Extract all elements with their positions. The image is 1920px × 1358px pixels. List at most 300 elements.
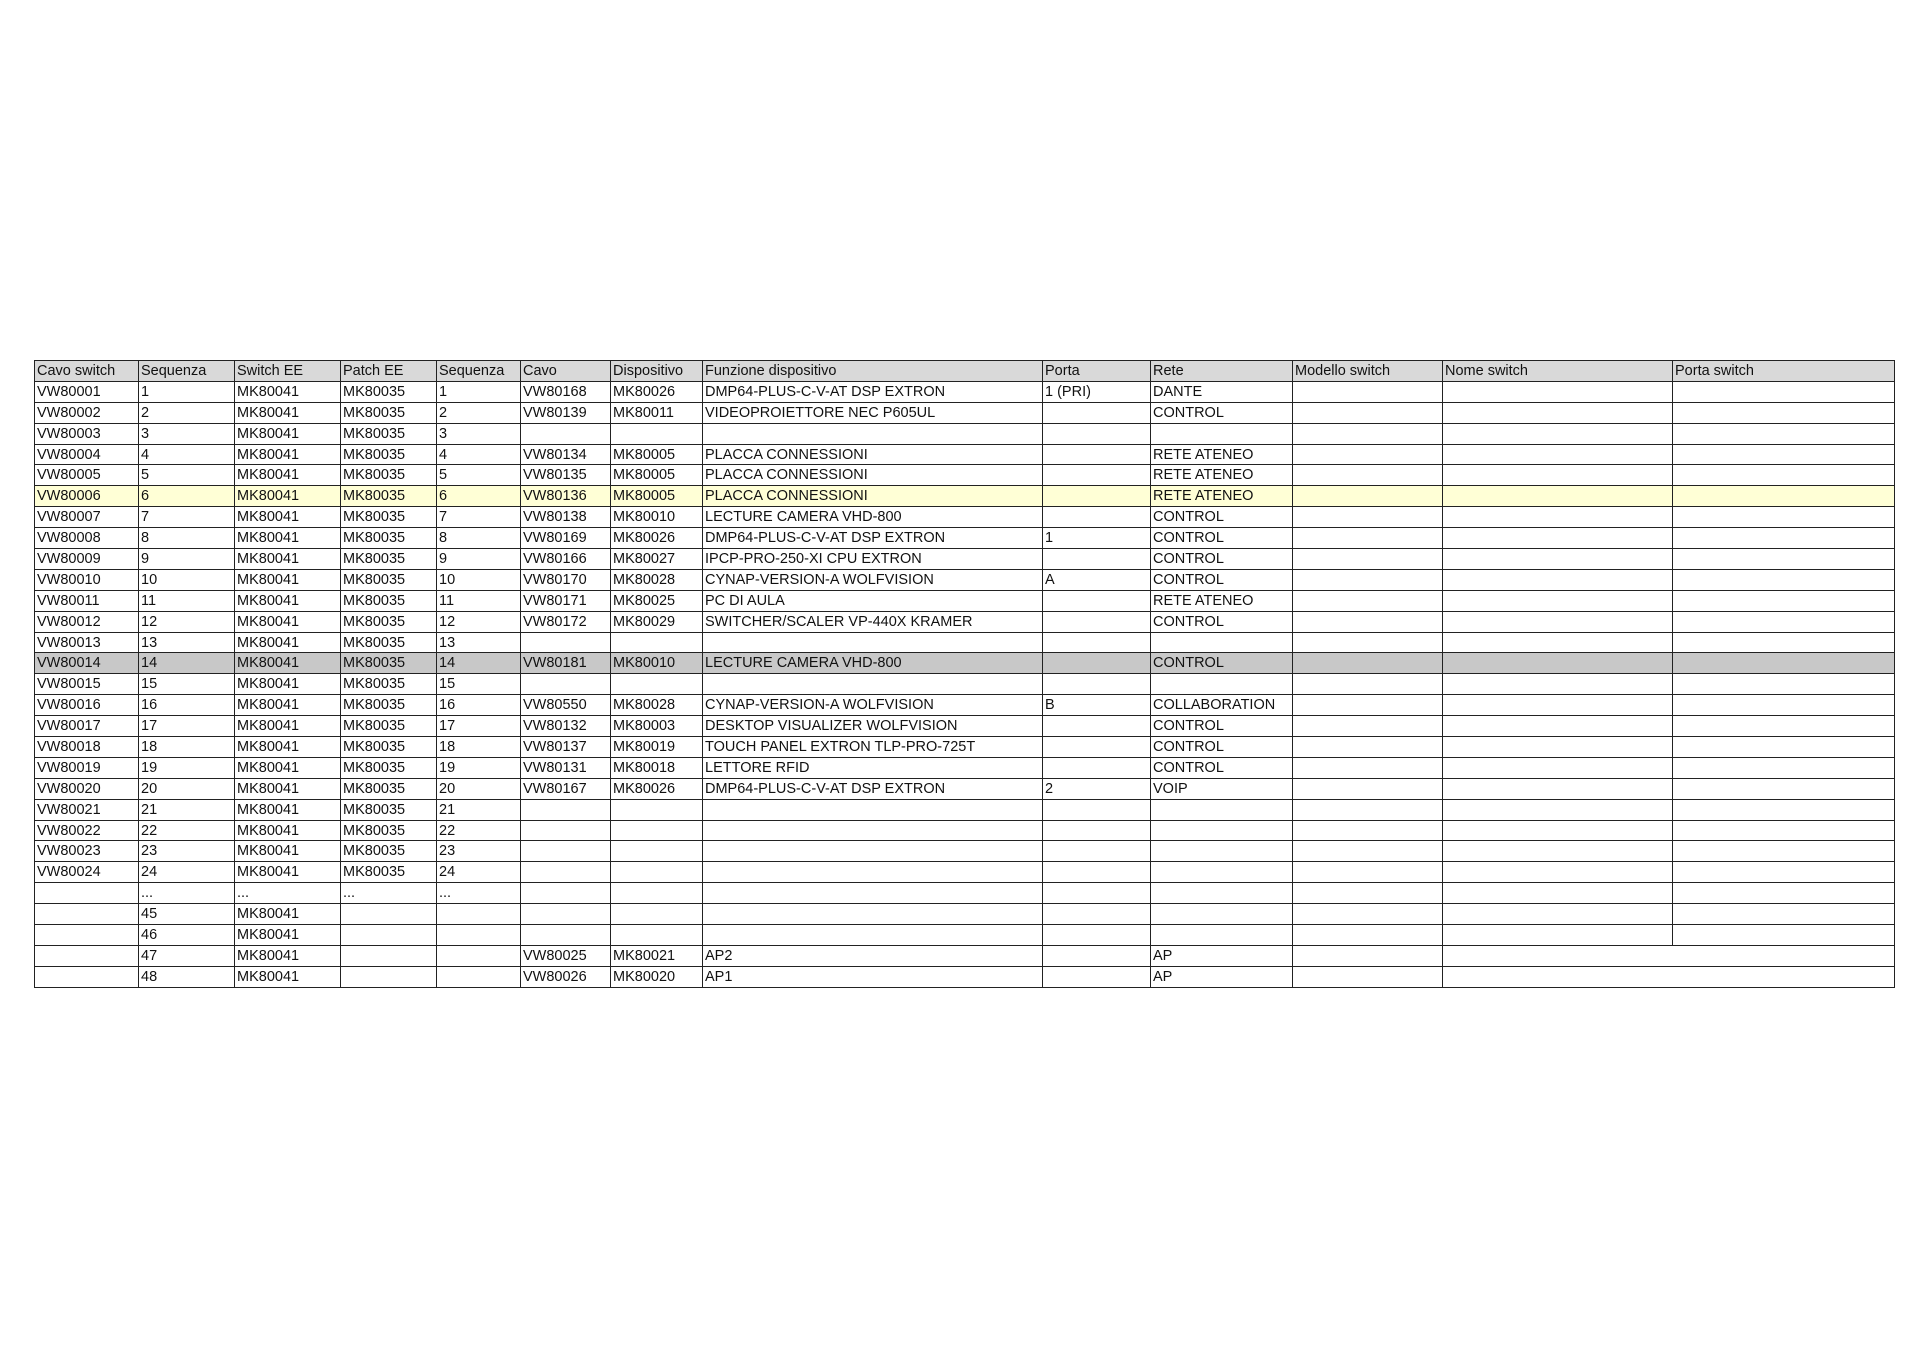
cell-funzione-dispositivo: IPCP-PRO-250-XI CPU EXTRON <box>703 549 1043 570</box>
cell-switch-ee: MK80041 <box>235 674 341 695</box>
cell-patch-ee: MK80035 <box>341 507 437 528</box>
cell-porta-switch <box>1673 925 1895 946</box>
cell-funzione-dispositivo: PLACCA CONNESSIONI <box>703 465 1043 486</box>
cell-dispositivo: MK80028 <box>611 569 703 590</box>
cell-patch-ee <box>341 925 437 946</box>
col-header-nome-switch: Nome switch <box>1443 361 1673 382</box>
cell-nome-switch <box>1443 653 1673 674</box>
cell-sequenza-2: 8 <box>437 528 521 549</box>
cell-patch-ee: MK80035 <box>341 841 437 862</box>
cell-nome-switch <box>1443 549 1673 570</box>
cell-dispositivo: MK80010 <box>611 653 703 674</box>
table-row <box>35 632 1895 653</box>
cell-patch-ee: MK80035 <box>341 590 437 611</box>
cell-cavo-switch: VW80001 <box>35 381 139 402</box>
cell-switch-ee: MK80041 <box>235 757 341 778</box>
cell-nome-switch <box>1443 799 1673 820</box>
cell-porta <box>1043 465 1151 486</box>
cell-cavo-switch: VW80014 <box>35 653 139 674</box>
table-row <box>35 402 1895 423</box>
table-row <box>35 904 1895 925</box>
cell-cavo-switch: VW80024 <box>35 862 139 883</box>
cell-nome-switch <box>1443 862 1673 883</box>
cell-patch-ee: MK80035 <box>341 402 437 423</box>
cell-cavo-switch <box>35 883 139 904</box>
cell-porta: 1 (PRI) <box>1043 381 1151 402</box>
cell-sequenza-2: 5 <box>437 465 521 486</box>
cell-porta <box>1043 549 1151 570</box>
cell-nome-switch <box>1443 883 1673 904</box>
cell-nome-switch <box>1443 757 1673 778</box>
cell-switch-ee: MK80041 <box>235 423 341 444</box>
cell-cavo: VW80134 <box>521 444 611 465</box>
cell-switch-ee: MK80041 <box>235 611 341 632</box>
cell-rete: CONTROL <box>1151 757 1293 778</box>
cell-porta <box>1043 444 1151 465</box>
table-row <box>35 423 1895 444</box>
cell-modello-switch <box>1293 653 1443 674</box>
cell-dispositivo: MK80028 <box>611 695 703 716</box>
cell-porta-switch <box>1673 904 1895 925</box>
cell-patch-ee <box>341 904 437 925</box>
cell-patch-ee: MK80035 <box>341 757 437 778</box>
cell-sequenza-2: 24 <box>437 862 521 883</box>
cell-nome-switch <box>1443 945 1673 966</box>
cell-sequenza-2: 10 <box>437 569 521 590</box>
cell-rete: CONTROL <box>1151 569 1293 590</box>
cell-patch-ee: ... <box>341 883 437 904</box>
cell-cavo-switch <box>35 925 139 946</box>
cell-patch-ee: MK80035 <box>341 674 437 695</box>
cell-sequenza-2: 13 <box>437 632 521 653</box>
cell-nome-switch <box>1443 486 1673 507</box>
cell-porta-switch <box>1673 423 1895 444</box>
cell-porta <box>1043 799 1151 820</box>
cell-porta <box>1043 632 1151 653</box>
cell-sequenza-2: 18 <box>437 737 521 758</box>
cell-porta <box>1043 611 1151 632</box>
cell-modello-switch <box>1293 549 1443 570</box>
cell-cavo: VW80135 <box>521 465 611 486</box>
cell-porta-switch <box>1673 486 1895 507</box>
cell-switch-ee: MK80041 <box>235 465 341 486</box>
cell-switch-ee: MK80041 <box>235 444 341 465</box>
cell-nome-switch <box>1443 507 1673 528</box>
cell-sequenza-2: 11 <box>437 590 521 611</box>
cell-rete: CONTROL <box>1151 737 1293 758</box>
cell-patch-ee: MK80035 <box>341 799 437 820</box>
cell-rete <box>1151 799 1293 820</box>
cell-porta <box>1043 862 1151 883</box>
cell-cavo-switch: VW80002 <box>35 402 139 423</box>
cell-porta-switch <box>1673 549 1895 570</box>
cell-patch-ee: MK80035 <box>341 653 437 674</box>
cell-rete <box>1151 632 1293 653</box>
cell-cavo-switch: VW80023 <box>35 841 139 862</box>
cell-switch-ee: MK80041 <box>235 569 341 590</box>
cell-switch-ee: MK80041 <box>235 778 341 799</box>
cell-funzione-dispositivo <box>703 883 1043 904</box>
table-row <box>35 778 1895 799</box>
cell-rete: RETE ATENEO <box>1151 444 1293 465</box>
cell-cavo-switch: VW80013 <box>35 632 139 653</box>
cell-modello-switch <box>1293 757 1443 778</box>
cell-cavo <box>521 925 611 946</box>
cell-dispositivo <box>611 862 703 883</box>
cell-cavo: VW80167 <box>521 778 611 799</box>
cell-rete <box>1151 925 1293 946</box>
cell-funzione-dispositivo: DMP64-PLUS-C-V-AT DSP EXTRON <box>703 528 1043 549</box>
cell-sequenza: 14 <box>139 653 235 674</box>
cell-porta-switch <box>1673 820 1895 841</box>
cell-switch-ee: MK80041 <box>235 966 341 987</box>
cell-patch-ee: MK80035 <box>341 716 437 737</box>
cell-funzione-dispositivo <box>703 925 1043 946</box>
cell-switch-ee: MK80041 <box>235 716 341 737</box>
cell-cavo <box>521 799 611 820</box>
cell-porta-switch <box>1673 381 1895 402</box>
cell-cavo <box>521 904 611 925</box>
cell-patch-ee: MK80035 <box>341 862 437 883</box>
cell-sequenza-2: 6 <box>437 486 521 507</box>
cell-cavo: VW80170 <box>521 569 611 590</box>
cell-cavo-switch: VW80010 <box>35 569 139 590</box>
cell-dispositivo <box>611 904 703 925</box>
cell-cavo-switch <box>35 966 139 987</box>
cell-sequenza: 46 <box>139 925 235 946</box>
cell-nome-switch <box>1443 444 1673 465</box>
network-cable-table <box>34 360 1895 988</box>
cell-funzione-dispositivo: VIDEOPROIETTORE NEC P605UL <box>703 402 1043 423</box>
cell-funzione-dispositivo: LECTURE CAMERA VHD-800 <box>703 507 1043 528</box>
cell-patch-ee: MK80035 <box>341 632 437 653</box>
cell-porta <box>1043 590 1151 611</box>
cell-modello-switch <box>1293 862 1443 883</box>
table-row <box>35 966 1895 987</box>
cell-porta-switch <box>1673 444 1895 465</box>
table-header <box>35 361 1895 382</box>
cell-rete: CONTROL <box>1151 549 1293 570</box>
cell-nome-switch <box>1443 632 1673 653</box>
table-row <box>35 757 1895 778</box>
cell-sequenza-2: 23 <box>437 841 521 862</box>
cell-switch-ee: MK80041 <box>235 632 341 653</box>
table-row <box>35 444 1895 465</box>
cell-modello-switch <box>1293 945 1443 966</box>
cell-cavo-switch: VW80007 <box>35 507 139 528</box>
cell-funzione-dispositivo: TOUCH PANEL EXTRON TLP-PRO-725T <box>703 737 1043 758</box>
cell-switch-ee: MK80041 <box>235 799 341 820</box>
col-header-sequenza: Sequenza <box>139 361 235 382</box>
cell-cavo: VW80137 <box>521 737 611 758</box>
cell-modello-switch <box>1293 966 1443 987</box>
cell-cavo-switch: VW80021 <box>35 799 139 820</box>
cell-porta-switch <box>1673 841 1895 862</box>
cell-cavo-switch: VW80003 <box>35 423 139 444</box>
cell-switch-ee: MK80041 <box>235 695 341 716</box>
cell-porta <box>1043 757 1151 778</box>
cell-rete <box>1151 674 1293 695</box>
cell-modello-switch <box>1293 632 1443 653</box>
cell-porta <box>1043 737 1151 758</box>
cell-funzione-dispositivo: DMP64-PLUS-C-V-AT DSP EXTRON <box>703 778 1043 799</box>
cell-cavo-switch: VW80019 <box>35 757 139 778</box>
cell-modello-switch <box>1293 465 1443 486</box>
cell-funzione-dispositivo: PC DI AULA <box>703 590 1043 611</box>
cell-nome-switch <box>1443 716 1673 737</box>
cell-dispositivo: MK80005 <box>611 486 703 507</box>
cell-porta <box>1043 486 1151 507</box>
cell-switch-ee: ... <box>235 883 341 904</box>
cell-nome-switch <box>1443 381 1673 402</box>
cell-modello-switch <box>1293 423 1443 444</box>
cell-funzione-dispositivo <box>703 632 1043 653</box>
cell-porta <box>1043 674 1151 695</box>
cell-rete: CONTROL <box>1151 716 1293 737</box>
cell-porta <box>1043 507 1151 528</box>
cell-dispositivo: MK80018 <box>611 757 703 778</box>
cell-sequenza-2: 3 <box>437 423 521 444</box>
cell-rete: RETE ATENEO <box>1151 486 1293 507</box>
table-body <box>35 381 1895 987</box>
cell-cavo <box>521 862 611 883</box>
cell-porta <box>1043 820 1151 841</box>
cell-sequenza: 5 <box>139 465 235 486</box>
col-header-patch-ee: Patch EE <box>341 361 437 382</box>
cell-porta-switch <box>1673 632 1895 653</box>
cell-rete: DANTE <box>1151 381 1293 402</box>
cell-porta-switch <box>1673 757 1895 778</box>
cell-sequenza: 18 <box>139 737 235 758</box>
cell-funzione-dispositivo: CYNAP-VERSION-A WOLFVISION <box>703 695 1043 716</box>
cell-funzione-dispositivo: SWITCHER/SCALER VP-440X KRAMER <box>703 611 1043 632</box>
cell-porta-switch <box>1673 569 1895 590</box>
cell-sequenza: 20 <box>139 778 235 799</box>
cell-cavo <box>521 632 611 653</box>
cell-dispositivo: MK80026 <box>611 778 703 799</box>
cell-funzione-dispositivo: CYNAP-VERSION-A WOLFVISION <box>703 569 1043 590</box>
table-row <box>35 925 1895 946</box>
cell-switch-ee: MK80041 <box>235 945 341 966</box>
cell-porta <box>1043 423 1151 444</box>
cell-sequenza-2: 14 <box>437 653 521 674</box>
cell-funzione-dispositivo: LECTURE CAMERA VHD-800 <box>703 653 1043 674</box>
cell-sequenza: 2 <box>139 402 235 423</box>
cell-dispositivo: MK80019 <box>611 737 703 758</box>
table-row <box>35 549 1895 570</box>
cell-sequenza: 21 <box>139 799 235 820</box>
cell-sequenza: 7 <box>139 507 235 528</box>
cell-cavo: VW80138 <box>521 507 611 528</box>
cell-porta <box>1043 716 1151 737</box>
cell-porta-switch <box>1673 799 1895 820</box>
cell-cavo-switch: VW80009 <box>35 549 139 570</box>
table-row <box>35 507 1895 528</box>
cell-porta-switch <box>1673 611 1895 632</box>
cell-rete: CONTROL <box>1151 402 1293 423</box>
table-row <box>35 590 1895 611</box>
cell-sequenza-2: 17 <box>437 716 521 737</box>
cell-modello-switch <box>1293 674 1443 695</box>
cell-sequenza: 12 <box>139 611 235 632</box>
cell-cavo-switch: VW80011 <box>35 590 139 611</box>
cell-porta: B <box>1043 695 1151 716</box>
cell-patch-ee: MK80035 <box>341 381 437 402</box>
cell-cavo-switch: VW80008 <box>35 528 139 549</box>
cell-porta-switch <box>1673 674 1895 695</box>
cell-switch-ee: MK80041 <box>235 841 341 862</box>
cell-porta-switch <box>1673 528 1895 549</box>
cell-modello-switch <box>1293 569 1443 590</box>
col-header-rete: Rete <box>1151 361 1293 382</box>
cell-switch-ee: MK80041 <box>235 549 341 570</box>
cell-porta-switch <box>1673 883 1895 904</box>
cell-cavo <box>521 674 611 695</box>
cell-porta-switch <box>1673 695 1895 716</box>
cell-rete: CONTROL <box>1151 611 1293 632</box>
cell-nome-switch <box>1443 674 1673 695</box>
cell-cavo-switch: VW80017 <box>35 716 139 737</box>
cell-funzione-dispositivo: AP2 <box>703 945 1043 966</box>
cell-cavo: VW80181 <box>521 653 611 674</box>
cell-funzione-dispositivo: PLACCA CONNESSIONI <box>703 444 1043 465</box>
cell-switch-ee: MK80041 <box>235 507 341 528</box>
cell-nome-switch <box>1443 820 1673 841</box>
cell-nome-switch <box>1443 695 1673 716</box>
cell-porta: 2 <box>1043 778 1151 799</box>
cell-sequenza-2 <box>437 925 521 946</box>
table-row <box>35 653 1895 674</box>
cell-switch-ee: MK80041 <box>235 653 341 674</box>
cell-nome-switch <box>1443 402 1673 423</box>
cell-patch-ee: MK80035 <box>341 423 437 444</box>
cell-dispositivo: MK80005 <box>611 444 703 465</box>
cell-modello-switch <box>1293 695 1443 716</box>
cell-porta-switch <box>1673 737 1895 758</box>
cell-sequenza-2: 2 <box>437 402 521 423</box>
cell-porta: 1 <box>1043 528 1151 549</box>
cell-sequenza: 9 <box>139 549 235 570</box>
cell-modello-switch <box>1293 778 1443 799</box>
cell-dispositivo: MK80021 <box>611 945 703 966</box>
cell-switch-ee: MK80041 <box>235 528 341 549</box>
cell-rete <box>1151 862 1293 883</box>
col-header-dispositivo: Dispositivo <box>611 361 703 382</box>
cell-cavo <box>521 883 611 904</box>
cell-porta <box>1043 653 1151 674</box>
cell-sequenza-2: ... <box>437 883 521 904</box>
cell-funzione-dispositivo <box>703 423 1043 444</box>
cell-nome-switch <box>1443 841 1673 862</box>
cell-sequenza-2 <box>437 945 521 966</box>
col-header-modello-switch: Modello switch <box>1293 361 1443 382</box>
cell-nome-switch <box>1443 925 1673 946</box>
table-row <box>35 674 1895 695</box>
cell-rete: CONTROL <box>1151 528 1293 549</box>
cell-cavo: VW80168 <box>521 381 611 402</box>
table-row <box>35 486 1895 507</box>
cell-porta-switch <box>1673 402 1895 423</box>
cell-porta-switch <box>1673 653 1895 674</box>
cell-porta-switch <box>1673 507 1895 528</box>
cell-cavo-switch: VW80012 <box>35 611 139 632</box>
cell-rete <box>1151 883 1293 904</box>
cell-cavo-switch: VW80006 <box>35 486 139 507</box>
cell-funzione-dispositivo <box>703 904 1043 925</box>
cell-cavo: VW80550 <box>521 695 611 716</box>
cell-nome-switch <box>1443 778 1673 799</box>
cell-funzione-dispositivo <box>703 820 1043 841</box>
cell-porta <box>1043 904 1151 925</box>
table-row <box>35 611 1895 632</box>
cell-cavo-switch: VW80022 <box>35 820 139 841</box>
cell-dispositivo <box>611 925 703 946</box>
cell-modello-switch <box>1293 528 1443 549</box>
cell-sequenza-2: 1 <box>437 381 521 402</box>
cell-porta <box>1043 966 1151 987</box>
cell-sequenza: 19 <box>139 757 235 778</box>
table-row <box>35 945 1895 966</box>
cell-cavo: VW80139 <box>521 402 611 423</box>
cell-funzione-dispositivo: LETTORE RFID <box>703 757 1043 778</box>
cell-cavo-switch: VW80005 <box>35 465 139 486</box>
cell-modello-switch <box>1293 381 1443 402</box>
header-row <box>35 361 1895 382</box>
col-header-cavo: Cavo <box>521 361 611 382</box>
cell-patch-ee: MK80035 <box>341 444 437 465</box>
cell-rete: RETE ATENEO <box>1151 465 1293 486</box>
cell-sequenza-2 <box>437 904 521 925</box>
cell-dispositivo <box>611 799 703 820</box>
cell-modello-switch <box>1293 799 1443 820</box>
cell-cavo-switch <box>35 945 139 966</box>
col-header-porta-switch: Porta switch <box>1673 361 1895 382</box>
cell-sequenza: 22 <box>139 820 235 841</box>
cell-sequenza: ... <box>139 883 235 904</box>
cell-rete <box>1151 904 1293 925</box>
col-header-cavo-switch: Cavo switch <box>35 361 139 382</box>
cell-cavo: VW80169 <box>521 528 611 549</box>
table-row <box>35 820 1895 841</box>
cell-patch-ee: MK80035 <box>341 486 437 507</box>
cell-rete: AP <box>1151 966 1293 987</box>
cell-modello-switch <box>1293 590 1443 611</box>
cell-modello-switch <box>1293 737 1443 758</box>
cell-dispositivo <box>611 883 703 904</box>
cell-cavo: VW80026 <box>521 966 611 987</box>
table-row <box>35 716 1895 737</box>
cell-porta <box>1043 841 1151 862</box>
cell-sequenza-2: 21 <box>437 799 521 820</box>
cell-modello-switch <box>1293 611 1443 632</box>
table-row <box>35 799 1895 820</box>
cell-switch-ee: MK80041 <box>235 737 341 758</box>
cell-rete: CONTROL <box>1151 507 1293 528</box>
cell-dispositivo: MK80005 <box>611 465 703 486</box>
cell-switch-ee: MK80041 <box>235 862 341 883</box>
cell-dispositivo <box>611 820 703 841</box>
cell-modello-switch <box>1293 925 1443 946</box>
cell-cavo-switch <box>35 904 139 925</box>
cell-dispositivo: MK80025 <box>611 590 703 611</box>
cell-sequenza: 48 <box>139 966 235 987</box>
cell-dispositivo: MK80010 <box>611 507 703 528</box>
cell-funzione-dispositivo: AP1 <box>703 966 1043 987</box>
cell-cavo-switch: VW80018 <box>35 737 139 758</box>
cell-modello-switch <box>1293 402 1443 423</box>
cell-nome-switch <box>1443 904 1673 925</box>
cell-rete <box>1151 423 1293 444</box>
